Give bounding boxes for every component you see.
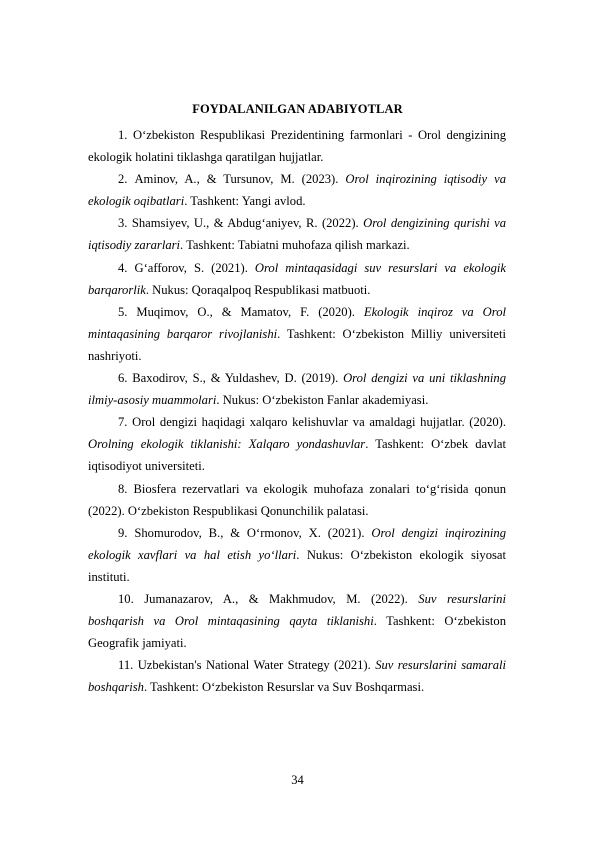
reference-title: Orol dengizi va uni tiklashning ilmiy-asosiy muammolari (88, 371, 507, 408)
reference-publisher: . Nukus: O‘zbekiston ekologik siyosat instituti. (88, 547, 506, 584)
reference-title: Ekologik inqiroz va Orol mintaqasining barqaror rivojlanishi (88, 304, 506, 341)
reference-number: 4. (118, 260, 128, 275)
reference-authors: Orol dengizi haqidagi xalqaro kelishuvlar va amaldagi hujjatlar. (2020). (132, 415, 506, 430)
reference-number: 5. (118, 304, 128, 319)
reference-authors: Jumanazarov, A., & Makhmudov, M. (2022). (144, 591, 419, 606)
reference-authors: Shamsiyev, U., & Abdug‘aniyev, R. (2022). (131, 216, 364, 231)
reference-number: 3. (118, 216, 128, 231)
reference-item-2 (88, 168, 506, 212)
reference-title: Suv resurslarini samarali boshqarish (88, 658, 506, 695)
reference-item-9 (88, 522, 506, 588)
reference-publisher: . Nukus: Qoraqalpoq Respublikasi matbuoti. (145, 282, 371, 297)
reference-title: Orolning ekologik tiklanishi: Xalqaro yondashuvlar (88, 437, 366, 452)
reference-text: Biosfera rezervatlari va ekologik muhofaza zonalari to‘g‘risida qonun (2022). O‘zbekiston Respublikasi Qonunchilik palatasi. (88, 481, 506, 518)
reference-authors: Baxodirov, S., & Yuldashev, D. (2019). (132, 371, 344, 386)
reference-list (88, 124, 506, 698)
reference-authors: Uzbekistan's National Water Strategy (2021). (137, 658, 376, 673)
reference-item-6 (88, 367, 506, 411)
reference-number: 6. (118, 371, 128, 386)
reference-publisher: . Tashkent: O‘zbekiston Resurslar va Suv Boshqarmasi. (143, 680, 425, 695)
reference-text: O‘zbekiston Respublikasi Prezidentining farmonlari - Orol dengizining ekologik holatini tiklashga qaratilgan hujjatlar. (88, 128, 506, 165)
reference-title: Orol inqirozining iqtisodiy va ekologik oqibatlari (88, 172, 506, 209)
reference-authors: G‘afforov, S. (2021). (134, 260, 255, 275)
reference-publisher: . Tashkent: Tabiatni muhofaza qilish markazi. (180, 238, 410, 253)
reference-publisher: . Tashkent: O‘zbekiston Geografik jamiyati. (88, 614, 506, 651)
reference-number: 2. (118, 172, 128, 187)
reference-item-1 (88, 124, 506, 168)
reference-authors: Aminov, A., & Tursunov, M. (2023). (134, 172, 346, 187)
reference-publisher: . Tashkent: O‘zbekiston Milliy universiteti nashriyoti. (88, 326, 506, 363)
reference-publisher: . Tashkent: Yangi avlod. (184, 194, 306, 209)
reference-item-10 (88, 588, 506, 654)
reference-title: Orol mintaqasidagi suv resurslari va ekologik barqarorlik (88, 260, 506, 297)
reference-number: 9. (118, 525, 128, 540)
reference-title: Orol dengizi inqirozining ekologik xavflari va hal etish yo‘llari (88, 525, 506, 562)
reference-publisher: . Tashkent: O‘zbek davlat iqtisodiyot universiteti. (88, 437, 507, 474)
reference-item-7 (88, 411, 506, 477)
references-heading: FOYDALANILGAN ADABIYOTLAR (192, 102, 403, 116)
reference-item-5 (88, 301, 506, 367)
reference-authors: Shomurodov, B., & O‘rmonov, X. (2021). (134, 525, 372, 540)
reference-publisher: . Nukus: O‘zbekiston Fanlar akademiyasi. (216, 393, 429, 408)
reference-item-11 (88, 654, 506, 698)
reference-title: Suv resurslarini boshqarish va Orol mintaqasining qayta tiklanishi (88, 591, 506, 629)
reference-item-4 (88, 257, 506, 301)
reference-number: 7. (118, 415, 128, 430)
reference-number: 8. (118, 481, 128, 496)
reference-number: 11. (118, 658, 134, 673)
reference-title: Orol dengizining qurishi va iqtisodiy zararlari (88, 216, 506, 253)
reference-authors: Muqimov, O., & Mamatov, F. (2020). (136, 304, 364, 319)
reference-number: 1. (118, 128, 128, 142)
reference-number: 10. (118, 591, 134, 606)
reference-item-8 (88, 478, 506, 522)
page-number: 34 (291, 773, 304, 787)
reference-item-3 (88, 212, 506, 256)
